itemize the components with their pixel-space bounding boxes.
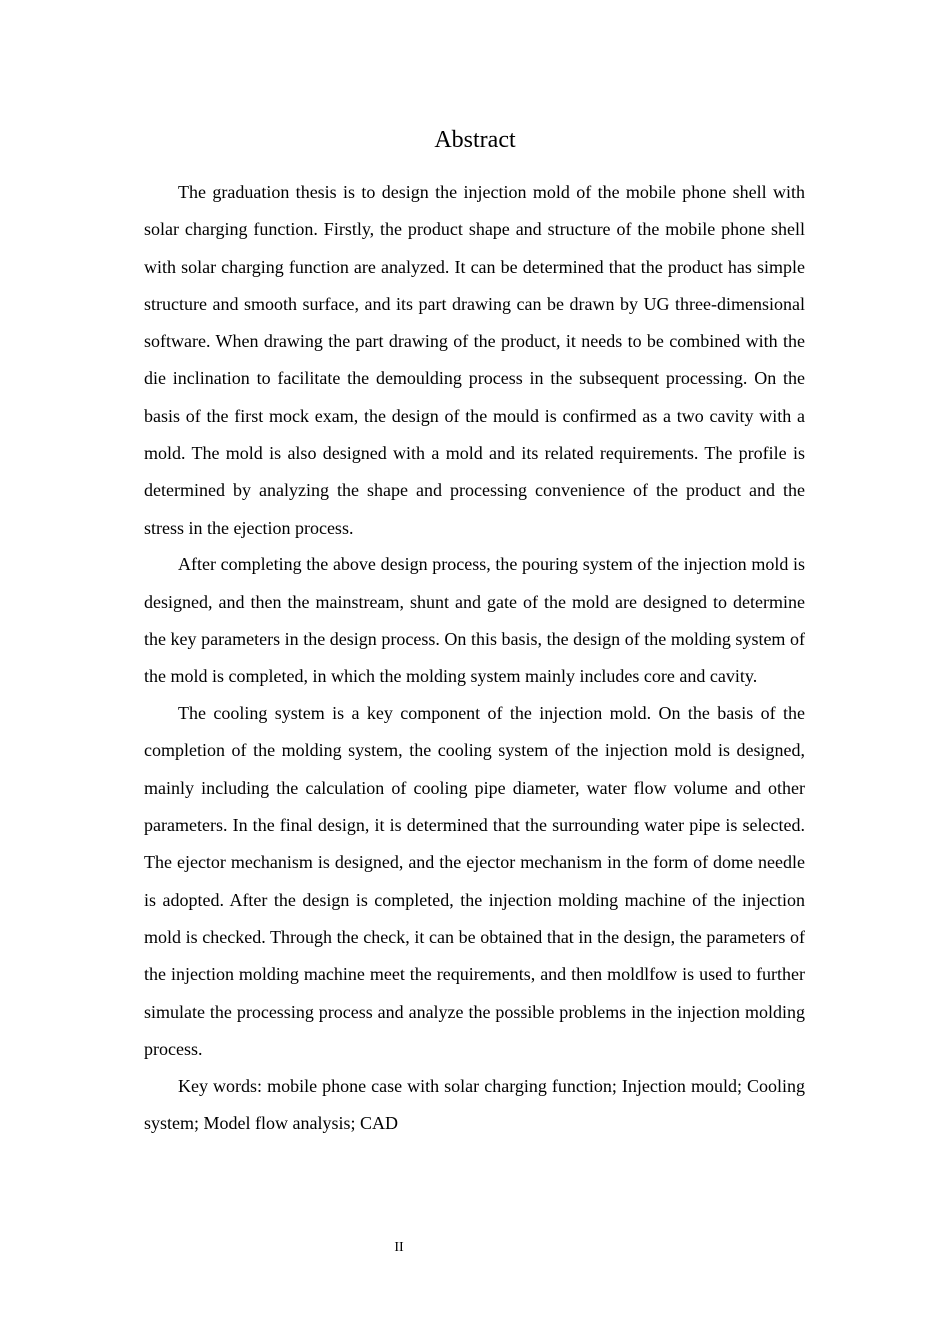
abstract-paragraph-1: The graduation thesis is to design the injection mold of the mobile phone shell with solar charging function. Firstly, the product shape and structure of the mobile phone shell with solar charging function are analyzed. It can be determined that the product has simple structure and smooth surface, and its part drawing can be drawn by UG three-dimensional software. When drawing the part drawing of the product, it needs to be combined with the die inclination to facilitate the demoulding process in the subsequent processing. On the basis of the first mock exam, the design of the mould is confirmed as a two cavity with a mold. The mold is also designed with a mold and its related requirements. The profile is determined by analyzing the shape and processing convenience of the product and the stress in the ejection process. [144,182,805,538]
abstract-paragraph-2: After completing the above design process, the pouring system of the injection mold is designed, and then the mainstream, shunt and gate of the mold are designed to determine the key parameters in the design process. On this basis, the design of the molding system of the mold is completed, in which the molding system mainly includes core and cavity. [144,554,805,687]
page-number: II [394,1240,404,1255]
page-title: Abstract [434,127,516,153]
abstract-paragraph-3: The cooling system is a key component of the injection mold. On the basis of the completion of the molding system, the cooling system of the injection mold is designed, mainly including the calculation of cooling pipe diameter, water flow volume and other parameters. In the final design, it is determined that the surrounding water pipe is selected. The ejector mechanism is designed, and the ejector mechanism in the form of dome needle is adopted. After the design is completed, the injection molding machine of the injection mold is checked. Through the check, it can be obtained that in the design, the parameters of the injection molding machine meet the requirements, and then moldlfow is used to further simulate the processing process and analyze the possible problems in the injection molding process. [144,703,805,1059]
abstract-body [144,174,805,1142]
key-words-paragraph: Key words: mobile phone case with solar charging function; Injection mould; Cooling system; Model flow analysis; CAD [144,1075,805,1133]
